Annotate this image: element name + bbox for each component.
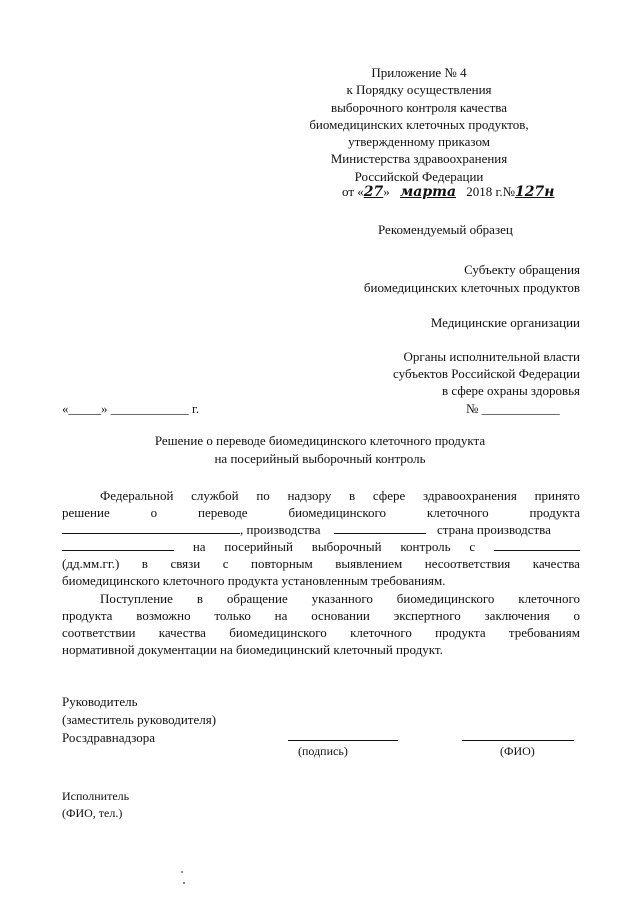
word: возможно [136, 608, 191, 623]
recipient-subject-1: Субъекту обращения [464, 262, 580, 277]
word: основании [311, 608, 370, 623]
word: с [469, 539, 476, 554]
decision-date-field: «_____» ____________ г. [62, 401, 200, 416]
decision-title-1: Решение о переводе биомедицинского клеточного продукта [154, 433, 486, 448]
name-caption: (ФИО) [500, 744, 535, 758]
word: связи [170, 556, 201, 571]
body-paragraph-1 [62, 487, 580, 589]
signatory-role-3: Росздравнадзора [62, 730, 156, 745]
body-paragraph-2 [62, 590, 580, 658]
word: на [192, 539, 206, 554]
text-country: страна производства [437, 522, 551, 537]
order-date-month: марта [399, 184, 457, 200]
word: клеточного [518, 591, 580, 606]
word: обращение [226, 591, 288, 606]
word: в [141, 556, 148, 571]
word: биомедицинского [288, 505, 386, 520]
word: биомедицинского [396, 591, 495, 606]
word: здравоохранения [422, 488, 517, 503]
blank-product-name [62, 521, 240, 534]
p1-line-2 [62, 504, 580, 521]
word: продукта [529, 505, 580, 520]
word: экспертного [393, 608, 461, 623]
word: надзору [287, 488, 332, 503]
word: выявлением [335, 556, 403, 571]
word: контроль [400, 539, 451, 554]
signatory-role-1: Руководитель [62, 694, 138, 709]
executor-label: Исполнитель [62, 789, 130, 803]
recipient-authorities-1: Органы исполнительной власти [403, 349, 580, 364]
appendix-block [300, 64, 538, 185]
executor-contact: (ФИО, тел.) [62, 806, 123, 820]
word: о [573, 608, 580, 623]
word: на [274, 608, 288, 623]
order-date-prefix: от « [342, 184, 364, 199]
word: соответствии [62, 625, 136, 640]
sample-label: Рекомендуемый образец [378, 222, 513, 237]
p2-line-4: нормативной документации на биомедицинский клеточный продукт. [62, 642, 443, 657]
p2-line-3 [62, 624, 580, 641]
recipient-med-orgs: Медицинские организации [430, 315, 580, 330]
word: продукта [62, 608, 113, 623]
word: сфере [372, 488, 406, 503]
word: с [222, 556, 229, 571]
order-date-line [342, 184, 554, 200]
order-date-day: 27 [363, 184, 384, 200]
signature-line [288, 740, 398, 741]
order-date-mid: » [383, 184, 390, 199]
word: требованиям [508, 625, 580, 640]
recipient-authorities-2: субъектов Российской Федерации [393, 366, 580, 381]
decision-title-2: на посерийный выборочный контроль [214, 451, 426, 466]
word: клеточного [350, 625, 412, 640]
scan-speck [183, 882, 185, 884]
decision-number-field: № ____________ [466, 401, 560, 416]
name-line [462, 740, 574, 741]
blank-producer [334, 521, 426, 534]
signature-caption: (подпись) [298, 744, 348, 758]
order-date-year: 2018 г.№ [466, 184, 516, 199]
appendix-line: Российской Федерации [354, 168, 484, 184]
p1-line-5 [62, 555, 580, 572]
word: выборочный [311, 539, 382, 554]
word: Федеральной [100, 488, 174, 503]
word: Поступление [100, 591, 173, 606]
p2-line-1 [62, 590, 580, 607]
word: в [349, 488, 356, 503]
p1-line-4 [62, 538, 580, 555]
word: принято [534, 488, 580, 503]
word: указанного [311, 591, 373, 606]
blank-start-date [494, 538, 580, 551]
p1-line-6: биомедицинского клеточного продукта установленным требованиям. [62, 573, 446, 588]
word: качества [532, 556, 580, 571]
appendix-line: утвержденному приказом [348, 134, 490, 150]
recipient-subject-2: биомедицинских клеточных продуктов [363, 280, 580, 295]
word: повторным [251, 556, 313, 571]
appendix-line: Министерства здравоохранения [330, 151, 508, 167]
word: продукта [435, 625, 486, 640]
scan-speck [181, 871, 183, 873]
word: по [256, 488, 270, 503]
appendix-line: выборочного контроля качества [330, 99, 508, 115]
p1-line-1 [62, 487, 580, 504]
recipient-authorities-3: в сфере охраны здоровья [442, 383, 580, 398]
order-number: 127н [515, 184, 555, 200]
word: службой [191, 488, 239, 503]
blank-country [62, 538, 174, 551]
word: несоответствия [424, 556, 511, 571]
word: только [214, 608, 251, 623]
word: заключения [484, 608, 550, 623]
word: качества [158, 625, 206, 640]
signatory-role-2: (заместитель руководителя) [62, 712, 217, 727]
word: биомедицинского [229, 625, 327, 640]
word: клеточного [426, 505, 489, 520]
word: решение [62, 505, 110, 520]
appendix-line: к Порядку осуществления [346, 82, 492, 98]
appendix-line: Приложение № 4 [371, 65, 467, 80]
word: посерийный [224, 539, 293, 554]
word: в [196, 591, 203, 606]
text-production: , производства [240, 522, 321, 537]
appendix-line: биомедицинских клеточных продуктов, [309, 116, 529, 132]
p1-line-3 [62, 521, 580, 538]
word: (дд.мм.гг.) [62, 556, 120, 571]
p2-line-2 [62, 607, 580, 624]
word: переводе [198, 505, 248, 520]
word: о [150, 505, 158, 520]
